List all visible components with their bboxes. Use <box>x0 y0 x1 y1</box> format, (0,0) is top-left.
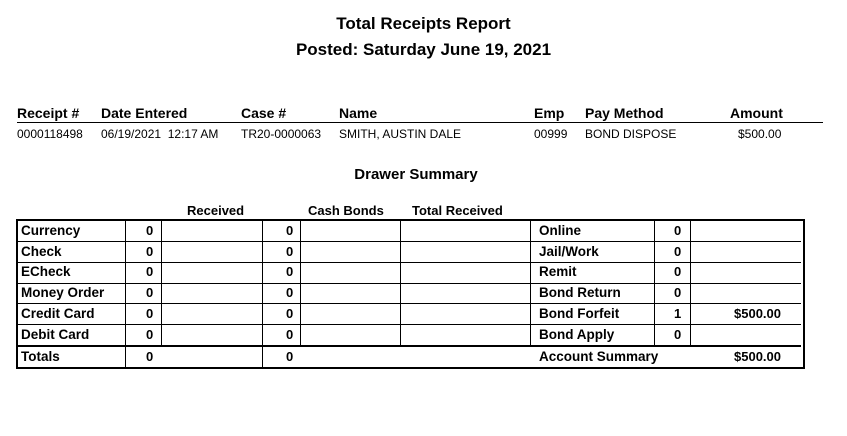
row-label: Currency <box>21 223 81 238</box>
row-label: Account Summary <box>539 349 659 364</box>
grid-hline <box>18 345 801 347</box>
row-label: ECheck <box>21 264 71 279</box>
cell-emp: 00999 <box>534 127 568 141</box>
row-label: Money Order <box>21 285 105 300</box>
amount-value: $500.00 <box>734 306 781 321</box>
count-value: 1 <box>674 306 682 321</box>
col-header-received: Received <box>187 203 245 218</box>
cell-name: SMITH, AUSTIN DALE <box>339 127 462 141</box>
received-value: 0 <box>146 327 154 342</box>
received-value: 0 <box>146 285 154 300</box>
col-header-date-entered: Date Entered <box>101 105 188 121</box>
count-value: 0 <box>674 244 682 259</box>
received-value: 0 <box>146 223 154 238</box>
grid-hline <box>18 303 801 304</box>
col-header-total-received: Total Received <box>412 203 503 218</box>
count-value: 0 <box>674 285 682 300</box>
row-label: Bond Apply <box>539 327 615 342</box>
cell-receipt: 0000118498 <box>17 127 83 141</box>
row-label: Bond Forfeit <box>539 306 620 321</box>
col-header-name: Name <box>339 105 378 121</box>
posted-date: Posted: Saturday June 19, 2021 <box>295 40 552 59</box>
received-value: 0 <box>146 306 154 321</box>
cell-amount: $500.00 <box>738 127 782 141</box>
row-label: Online <box>539 223 582 238</box>
row-label: Totals <box>21 349 60 364</box>
col-header-emp: Emp <box>534 105 565 121</box>
row-label: Remit <box>539 264 577 279</box>
col-header-receipt: Receipt # <box>17 105 80 121</box>
cash-bonds-value: 0 <box>286 349 294 364</box>
received-value: 0 <box>146 349 154 364</box>
cash-bonds-value: 0 <box>286 285 294 300</box>
cash-bonds-value: 0 <box>286 264 294 279</box>
cash-bonds-value: 0 <box>286 244 294 259</box>
col-header-case: Case # <box>241 105 287 121</box>
count-value: 0 <box>674 223 682 238</box>
row-label: Debit Card <box>21 327 90 342</box>
count-value: 0 <box>674 327 682 342</box>
received-value: 0 <box>146 264 154 279</box>
col-header-amount: Amount <box>730 105 783 121</box>
report-title: Total Receipts Report <box>336 14 511 33</box>
grid-hline <box>18 241 801 242</box>
row-label: Bond Return <box>539 285 621 300</box>
cell-case: TR20-0000063 <box>241 127 322 141</box>
col-header-cash-bonds: Cash Bonds <box>308 203 384 218</box>
grid-hline <box>18 283 801 284</box>
row-label: Check <box>21 244 62 259</box>
grid-hline <box>18 324 801 325</box>
cash-bonds-value: 0 <box>286 327 294 342</box>
received-value: 0 <box>146 244 154 259</box>
header-divider <box>17 122 823 123</box>
cash-bonds-value: 0 <box>286 306 294 321</box>
cell-date-entered: 06/19/2021 12:17 AM <box>101 127 219 141</box>
col-header-pay-method: Pay Method <box>585 105 664 121</box>
cash-bonds-value: 0 <box>286 223 294 238</box>
row-label: Jail/Work <box>539 244 599 259</box>
count-value: 0 <box>674 264 682 279</box>
grid-hline <box>18 262 801 263</box>
amount-value: $500.00 <box>734 349 781 364</box>
row-label: Credit Card <box>21 306 95 321</box>
cell-pay-method: BOND DISPOSE <box>585 127 677 141</box>
drawer-summary-title: Drawer Summary <box>354 166 478 183</box>
